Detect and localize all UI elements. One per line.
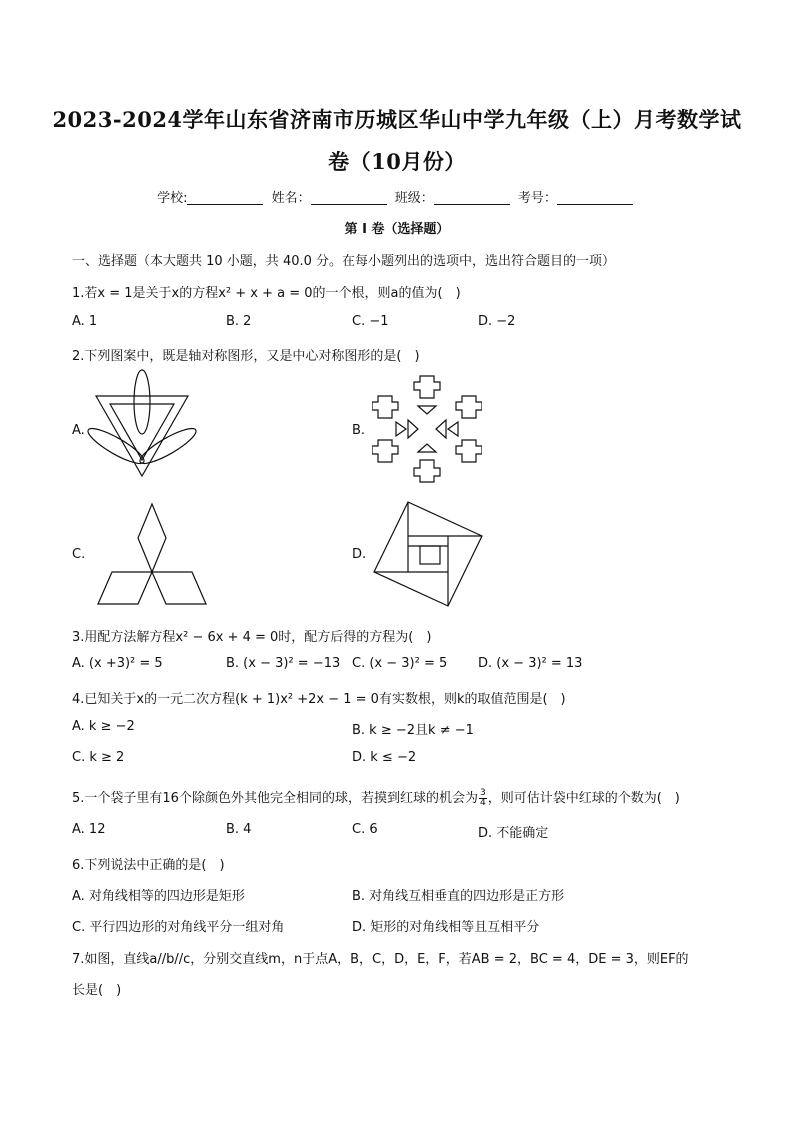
q4-option-c: C. k ≥ 2	[72, 750, 125, 765]
q1-option-a: A. 1	[72, 314, 98, 329]
q4-option-d: D. k ≤ −2	[352, 750, 417, 765]
q2-figure-a	[86, 368, 198, 488]
q1-option-d: D. −2	[478, 314, 516, 329]
q7-stem-line2: 长是( )	[72, 983, 122, 998]
name-label: 姓名：	[271, 191, 311, 206]
q5-stem	[72, 787, 680, 808]
class-label: 班级：	[394, 191, 434, 206]
name-blank	[311, 190, 387, 205]
q4-option-b: B. k ≥ −2且k ≠ −1	[352, 723, 474, 738]
page-title: 2023-2024学年山东省济南市历城区华山中学九年级（上）月考数学试	[52, 107, 742, 132]
q1-option-b: B. 2	[226, 314, 252, 329]
q5-option-c: C. 6	[352, 822, 378, 837]
q2-figure-d	[372, 500, 484, 608]
q5-stem-pre: 5.一个袋子里有16个除颜色外其他完全相同的球，若摸到红球的机会为	[72, 791, 478, 806]
q4-stem: 4.已知关于x的一元二次方程(k + 1)x² +2x − 1 = 0有实数根，则k的取值范围是( )	[72, 692, 566, 707]
exam-no-label: 考号：	[517, 191, 557, 206]
q3-option-a: A. (x +3)² = 5	[72, 656, 163, 671]
q1-stem: 1.若x = 1是关于x的方程x² + x + a = 0的一个根，则a的值为( )	[72, 286, 461, 301]
q6-option-a: A. 对角线相等的四边形是矩形	[72, 889, 245, 904]
section-heading: 一、选择题（本大题共 10 小题，共 40.0 分。在每小题列出的选项中，选出符合题目的一项）	[72, 254, 616, 269]
q5-fraction-denominator: 4	[479, 798, 486, 808]
q5-option-a: A. 12	[72, 822, 106, 837]
q6-option-d: D. 矩形的对角线相等且互相平分	[352, 920, 540, 935]
q5-stem-post: ，则可估计袋中红球的个数为( )	[487, 791, 680, 806]
school-label: 学校:	[157, 191, 188, 206]
q3-option-b: B. (x − 3)² = −13	[226, 656, 341, 671]
q3-option-c: C. (x − 3)² = 5	[352, 656, 448, 671]
q2-option-c: C.	[72, 547, 86, 562]
q6-option-b: B. 对角线互相垂直的四边形是正方形	[352, 889, 565, 904]
q6-option-c: C. 平行四边形的对角线平分一组对角	[72, 920, 285, 935]
q6-stem: 6.下列说法中正确的是( )	[72, 858, 225, 873]
q1-option-c: C. −1	[352, 314, 389, 329]
q7-stem-line1: 7.如图，直线a//b//c，分别交直线m，n于点A，B，C，D，E，F，若AB = 2，BC = 4，DE = 3，则EF的	[72, 952, 689, 967]
q3-option-d: D. (x − 3)² = 13	[478, 656, 583, 671]
student-info-row	[0, 187, 794, 206]
q2-option-a: A.	[72, 423, 85, 438]
class-blank	[434, 190, 510, 205]
q2-stem: 2.下列图案中，既是轴对称图形，又是中心对称图形的是( )	[72, 349, 420, 364]
q5-option-d: D. 不能确定	[478, 826, 549, 841]
q5-fraction	[479, 789, 487, 808]
q5-fraction-numerator: 3	[479, 788, 486, 798]
q2-figure-b	[372, 372, 482, 486]
q3-stem: 3.用配方法解方程x² − 6x + 4 = 0时，配方后得的方程为( )	[72, 630, 432, 645]
q2-figure-c	[94, 502, 210, 608]
q4-option-a: A. k ≥ −2	[72, 719, 135, 734]
q2-option-b: B.	[352, 423, 366, 438]
exam-no-blank	[557, 190, 633, 205]
q5-option-b: B. 4	[226, 822, 252, 837]
q2-option-d: D.	[352, 547, 367, 562]
volume-heading: 第 I 卷（选择题）	[344, 222, 450, 237]
page-title-cont: 卷（10月份）	[328, 149, 466, 174]
school-blank	[187, 190, 263, 205]
